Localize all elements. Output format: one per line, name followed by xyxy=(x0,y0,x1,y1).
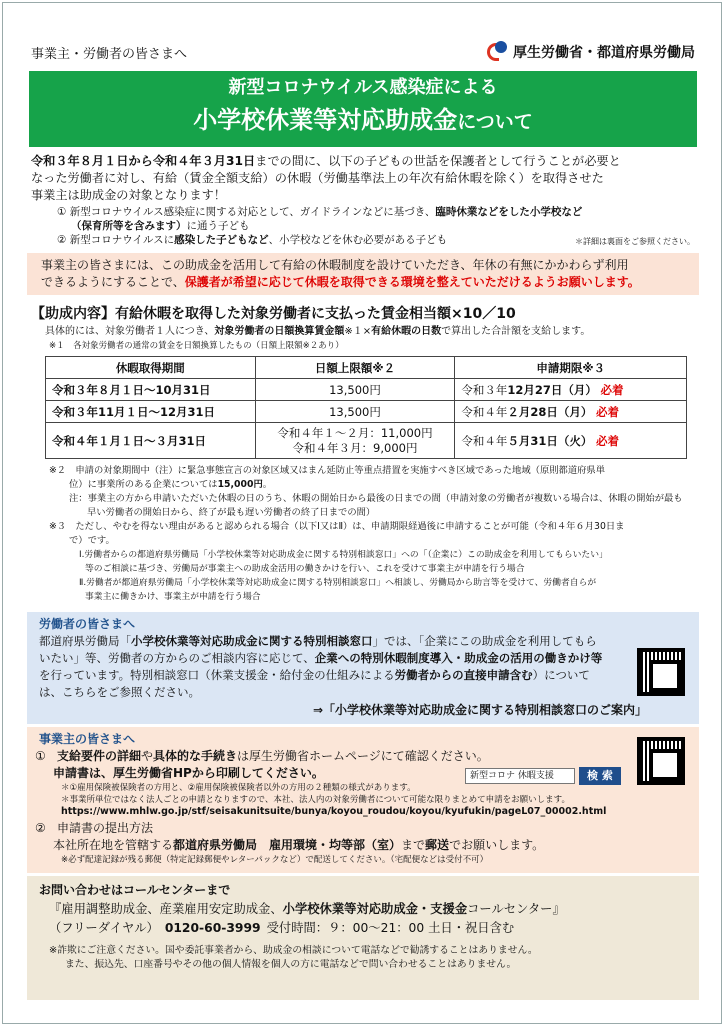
item-2-f: でお願いします。 xyxy=(449,838,545,852)
note-2b xyxy=(49,478,695,492)
employers-section xyxy=(27,727,699,873)
table-row xyxy=(46,401,687,423)
workers-section xyxy=(27,612,699,724)
item-2-d: まで xyxy=(401,838,426,852)
consultation-link[interactable]: ⇒「小学校休業等対応助成金に関する特別相談窓口のご案内」 xyxy=(312,703,647,717)
note-3b: で）です。 xyxy=(69,535,115,546)
intro-period: 令和３年８月１日から令和４年３月31日 xyxy=(31,154,256,168)
col-header-max: 日額上限額※２ xyxy=(255,357,455,379)
fraud-warning-1: ※詐欺にご注意ください。国や委託事業者から、助成金の相談について電話などで勧誘することはありません。 xyxy=(49,945,538,956)
employers-title: 事業主の皆さまへ xyxy=(39,732,136,746)
cell-period: 令和４年１月１日〜３月31日 xyxy=(46,423,256,459)
deadline-must: 必着 xyxy=(600,382,624,397)
cell-max-line1: 13,500円 xyxy=(329,382,381,397)
fraud-warning-2: また、振込先、口座番号やその他の個人情報を個人の方に電話などで問い合わせることはありません。 xyxy=(65,959,517,970)
deadline-must: 必着 xyxy=(596,404,620,419)
workers-t4: ）については、こちらをご参照ください。 xyxy=(39,668,590,699)
contact-l1c: コールセンター』 xyxy=(467,902,565,916)
flyer-page xyxy=(2,2,722,1024)
subsidy-heading: 【助成内容】有給休暇を取得した対象労働者に支払った賃金相当額×10／10 xyxy=(31,306,516,322)
case-1-cont xyxy=(71,219,695,233)
intro-text3: 事業主は助成金の対象となります！ xyxy=(31,188,226,202)
top-header xyxy=(31,33,695,71)
deadline-year: 令和４年 xyxy=(461,404,508,419)
intro-text2: なった労働者に対し、有給（賃金全額支給）の休暇（労働基準法上の年次有給休暇を除く）を取得させた xyxy=(31,171,604,185)
note-chu-1: 注：事業主の方から申請いただいた休暇の日のうち、休暇の開始日から最後の日までの間（申請対象の労働者が複数いる場合は、休暇の開始が最も xyxy=(69,493,683,504)
table-row xyxy=(46,379,687,401)
contact-header: お問い合わせはコールセンターまで xyxy=(39,883,231,897)
employers-sub-3: ※必ず配達記録が残る郵便（特定記録郵便やレターパックなど）で配送してください。（宅配便などは受付不可） xyxy=(61,855,489,865)
banner-title-main: 小学校休業等対応助成金 xyxy=(193,106,458,134)
workers-t1c: 」では、「企業にこの助成金を利用して xyxy=(372,634,574,648)
item-2-c: 都道府県労働局 雇用環境・均等部（室） xyxy=(173,838,402,852)
contact-hours: 受付時間：９：00〜21：00 土日・祝日含む xyxy=(266,921,515,935)
search-box xyxy=(465,767,621,785)
mhlw-url-link[interactable]: https://www.mhlw.go.jp/stf/seisakunitsuite/bunya/koyou_roudou/koyou/kyufukin/pageL07_00002.html xyxy=(61,806,607,817)
cell-max xyxy=(255,401,455,423)
banner-title xyxy=(29,101,697,141)
intro-text1: までの間に、以下の子どもの世話を保護者として行うことが必要と xyxy=(255,154,621,168)
case-1-bold: 臨時休業などをした小学校など xyxy=(435,206,583,218)
workers-t1: 都道府県労働局「 xyxy=(39,634,131,648)
title-banner xyxy=(29,71,697,147)
detail-5: で算出した合計額を支給します。 xyxy=(441,326,591,337)
item-2-a: 申請書の提出方法 xyxy=(57,821,154,835)
workers-t3: を行っています。特別相談窓口（休業支援金・給付金の仕組みによる xyxy=(39,668,395,682)
workers-body xyxy=(39,633,605,701)
item-1-e: 申請書は、厚生労働省HPから印刷してください。 xyxy=(53,766,324,780)
contact-line-1 xyxy=(49,900,687,919)
case-2-bold: 感染した子どもなど xyxy=(174,234,269,246)
detail-1: 具体的には、対象労働者１人につき、 xyxy=(45,326,215,337)
phone-number: 0120-60-3999 xyxy=(164,921,261,935)
col-header-period: 休暇取得期間 xyxy=(46,357,256,379)
detail-2: 対象労働者の日額換算賃金額 xyxy=(214,326,345,337)
note-2b-text: 位）に事業所のある企業については xyxy=(69,479,218,490)
employers-sub-1: ＊①雇用保険被保険者の方用と、②雇用保険被保険者以外の方用の２種類の様式があります。 xyxy=(61,783,416,793)
cell-period: 令和３年８月１日〜10月31日 xyxy=(46,379,256,401)
item-1-b: や xyxy=(141,749,154,763)
table-header-row xyxy=(46,357,687,379)
deadline-year: 令和４年 xyxy=(461,433,508,448)
note-case-1a: Ⅰ.労働者からの都道府県労働局「小学校休業等対応助成金に関する特別相談窓口」への「（企業に）この助成金を利用してもらいたい」 xyxy=(79,550,608,560)
cell-max-line2: 令和４年３月：9,000円 xyxy=(292,440,418,455)
employers-sub-2: ＊事業所単位ではなく法人ごとの申請となりますので、本社、法人内の対象労働者について可能な限りまとめて申請をお願いします。 xyxy=(61,795,570,805)
detail-4: 有給休暇の日数 xyxy=(371,326,442,337)
case-2-text2: 、小学校などを休む必要がある子ども xyxy=(268,234,448,246)
period-table xyxy=(45,356,687,459)
employer-request-highlight: 保護者が希望に応じて休暇を取得できる環境を整えていただけるようお願いします。 xyxy=(184,275,640,289)
cell-max-line1: 令和４年１〜２月：11,000円 xyxy=(277,425,433,440)
cell-period: 令和３年11月１日〜12月31日 xyxy=(46,401,256,423)
employer-request-box xyxy=(27,253,699,295)
note-2a: ※２ 申請の対象期間中（注）に緊急事態宣言の対象区域又はまん延防止等重点措置を実施すべき区域であった地域（原則都道府県単 xyxy=(49,465,606,476)
cell-deadline xyxy=(455,379,687,401)
case-1-bold2: （保育所等を含みます） xyxy=(71,220,187,232)
case-1-text2: に通う子ども xyxy=(186,220,250,232)
employer-request-text1: 事業主の皆さまには、この助成金を活用して有給の休暇制度を設けていただき、年休の有無にかかわらず利用 xyxy=(41,258,629,272)
table-row xyxy=(46,423,687,459)
audience-label: 事業主・労働者の皆さまへ xyxy=(31,46,188,62)
eligible-cases xyxy=(57,205,695,247)
detail-3: ※１× xyxy=(344,326,372,337)
cell-deadline xyxy=(455,401,687,423)
footnote-1: ※１ 各対象労働者の通常の賃金を日額換算したもの（日額上限額※２あり） xyxy=(49,341,344,351)
deadline-must: 必着 xyxy=(596,433,620,448)
search-button[interactable]: 検 索 xyxy=(579,767,621,785)
note-2b-bold: 15,000円 xyxy=(217,479,263,490)
contact-line-2 xyxy=(49,919,687,938)
workers-t3b: 働きかけ等 xyxy=(544,651,603,665)
note-2b-end: 。 xyxy=(262,479,273,490)
workers-t2b: 企業への特別休暇制度導入・助成金の活用の xyxy=(314,651,545,665)
workers-t1b: 小学校休業等対応助成金に関する特別相談窓口 xyxy=(131,634,373,648)
workers-title: 労働者の皆さまへ xyxy=(39,617,136,631)
search-input[interactable]: 新型コロナ 休暇支援 xyxy=(465,768,575,784)
item-1-a: 支給要件の詳細 xyxy=(57,749,142,763)
note-case-2b: 事業主に働きかけ、事業主が申請を行う場合 xyxy=(85,592,261,602)
item-1-d: は厚生労働省ホームページにて確認ください。 xyxy=(237,749,489,763)
note-3a: ※３ ただし、やむを得ない理由があると認められる場合（以下Ⅰ又はⅡ）は、申請期限経過後に申請することが可能（令和４年６月30日ま xyxy=(49,521,625,532)
workers-t2: もらいたい」等、労働者の方からのご相談内容に応じて、 xyxy=(39,634,597,665)
qr-code-icon[interactable] xyxy=(637,648,685,696)
cell-max xyxy=(255,379,455,401)
item-1-c: 具体的な手続き xyxy=(153,749,238,763)
cell-max-line1: 13,500円 xyxy=(329,404,381,419)
item-1-num: ① xyxy=(35,749,46,763)
cell-deadline xyxy=(455,423,687,459)
col-header-deadline: 申請期限※３ xyxy=(455,357,687,379)
contact-section xyxy=(27,876,699,1000)
employers-item-2 xyxy=(35,820,687,854)
item-2-e: 郵送 xyxy=(425,838,450,852)
subsidy-detail xyxy=(45,325,695,353)
contact-l1a: 『雇用調整助成金、産業雇用安定助成金、 xyxy=(49,902,283,916)
intro-text xyxy=(31,153,695,204)
deadline-date: ５月31日（火） xyxy=(507,433,593,448)
footnotes xyxy=(49,464,695,604)
workers-t4b: 含む xyxy=(509,668,533,682)
workers-t3c: 労働者からの直接申請 xyxy=(394,668,510,682)
item-2-num: ② xyxy=(35,821,46,835)
case-2 xyxy=(57,233,695,247)
ministry-label: 厚生労働省・都道府県労働局 xyxy=(513,45,695,61)
case-1-text: ① 新型コロナウイルス感染症に関する対応として、ガイドラインなどに基づき、 xyxy=(57,206,436,218)
note-case-1b: 等のご相談に基づき、労働局が事業主への助成金活用の働きかけを行い、これを受けて事業主が申請を行う場合 xyxy=(85,564,525,574)
contact-l1b: 小学校休業等対応助成金・支援金 xyxy=(282,902,468,916)
case-2-text: ② 新型コロナウイルスに xyxy=(57,234,175,246)
deadline-date: 12月27日（月） xyxy=(507,382,597,397)
banner-title-suffix: について xyxy=(457,111,533,133)
note-case-2a: Ⅱ.労働者が都道府県労働局「小学校休業等対応助成金に関する特別相談窓口」へ相談し、労働局から助言等を受けて、労働者自らが xyxy=(79,578,597,588)
item-2-b: 本社所在地を管轄する xyxy=(53,838,174,852)
ministry-name xyxy=(487,41,695,63)
employer-request-text2: できるようにすることで、 xyxy=(41,275,185,289)
qr-code-icon[interactable] xyxy=(637,737,685,785)
contact-l2a: （フリーダイヤル） xyxy=(49,921,159,935)
cell-max xyxy=(255,423,455,459)
see-back-note: ＊詳細は裏面をご参照ください。 xyxy=(575,237,695,246)
note-chu-2: 早い労働者の開始日から、終了が最も遅い労働者の終了日までの間） xyxy=(87,507,376,518)
mhlw-logo-icon xyxy=(487,41,509,63)
deadline-year: 令和３年 xyxy=(461,382,508,397)
deadline-date: ２月28日（月） xyxy=(507,404,593,419)
banner-line1: 新型コロナウイルス感染症による xyxy=(228,77,498,98)
case-1 xyxy=(57,205,695,219)
